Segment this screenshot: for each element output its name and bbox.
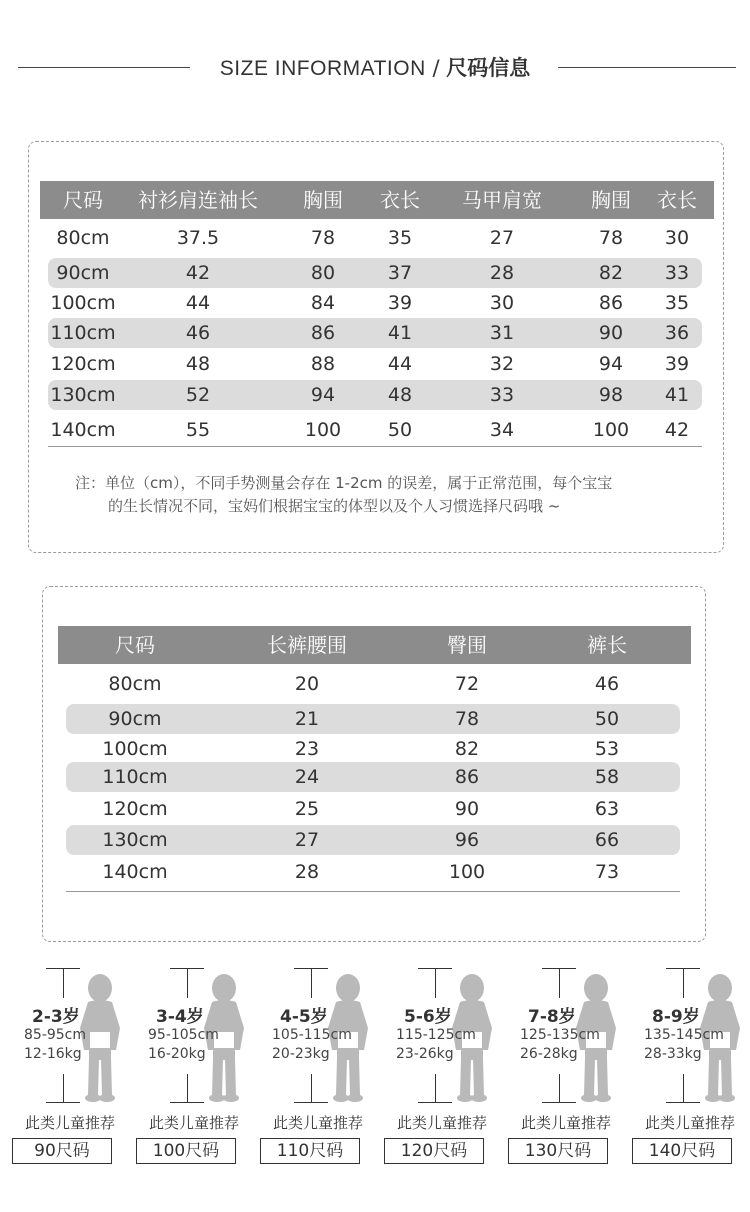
page-title	[0, 52, 750, 85]
table-cell: 82	[454, 738, 480, 760]
kid-size-card	[508, 968, 624, 1168]
table-row	[48, 380, 702, 410]
table-bottom-rule	[48, 446, 702, 447]
column-header: 衣长	[657, 188, 697, 212]
column-header: 胸围	[303, 188, 343, 212]
height-bottom-line	[683, 1074, 684, 1102]
table-cell: 100	[304, 419, 342, 441]
table-cell: 46	[185, 322, 211, 344]
table-cell: 30	[664, 227, 690, 249]
table-cell: 82	[598, 262, 624, 284]
column-header: 裤长	[587, 633, 627, 657]
kid-recommend-label: 此类儿童推荐	[148, 1114, 239, 1132]
kid-size-badge: 110尺码	[260, 1138, 360, 1164]
kid-size-card	[136, 968, 252, 1168]
table-cell: 88	[310, 353, 336, 375]
kid-size-badge: 140尺码	[632, 1138, 732, 1164]
table-cell: 28	[294, 861, 320, 883]
table-row	[66, 669, 680, 699]
column-header: 长裤腰围	[267, 633, 347, 657]
table-cell: 35	[387, 227, 413, 249]
table-header	[58, 626, 691, 664]
pants-size-table	[58, 626, 691, 896]
table-cell: 140cm	[102, 861, 168, 883]
table-cell: 28	[489, 262, 515, 284]
height-bottom-tick	[542, 1102, 576, 1103]
column-header: 马甲肩宽	[462, 188, 542, 212]
kid-size-badge: 100尺码	[136, 1138, 236, 1164]
kid-recommend-label: 此类儿童推荐	[396, 1114, 487, 1132]
kid-age: 4-5岁	[280, 1007, 328, 1027]
table-row	[48, 223, 702, 253]
table-cell: 48	[185, 353, 211, 375]
kid-size-badge: 90尺码	[12, 1138, 112, 1164]
height-bottom-tick	[294, 1102, 328, 1103]
kid-recommend-label: 此类儿童推荐	[272, 1114, 363, 1132]
table-cell: 34	[489, 419, 515, 441]
table-cell: 80cm	[108, 673, 162, 695]
kid-recommend-label: 此类儿童推荐	[520, 1114, 611, 1132]
table-cell: 90cm	[108, 708, 162, 730]
table-row	[66, 857, 680, 887]
note-line-1: 注：单位（cm），不同手势测量会存在 1-2cm 的误差，属于正常范围，每个宝宝	[75, 474, 613, 492]
table-cell: 35	[664, 292, 690, 314]
table-row	[48, 288, 702, 318]
table-cell: 44	[387, 353, 413, 375]
kid-weight: 23-26kg	[396, 1046, 454, 1062]
table-cell: 52	[185, 384, 211, 406]
table-cell: 42	[185, 262, 211, 284]
title-slash: /	[432, 56, 440, 80]
table-cell: 39	[387, 292, 413, 314]
height-top-line	[187, 968, 188, 998]
kid-weight: 28-33kg	[644, 1046, 702, 1062]
height-top-line	[435, 968, 436, 998]
table-row	[48, 318, 702, 348]
table-cell: 86	[310, 322, 336, 344]
table-row	[48, 415, 702, 445]
kid-size-card	[384, 968, 500, 1168]
table-cell: 33	[489, 384, 515, 406]
table-cell: 96	[454, 829, 480, 851]
table-cell: 23	[294, 738, 320, 760]
table-cell: 130cm	[102, 829, 168, 851]
column-header: 尺码	[63, 188, 103, 212]
height-top-line	[683, 968, 684, 998]
kid-weight: 12-16kg	[24, 1046, 82, 1062]
table-cell: 31	[489, 322, 515, 344]
kid-height: 85-95cm	[24, 1027, 87, 1043]
column-header: 臀围	[447, 633, 487, 657]
kid-age: 5-6岁	[404, 1007, 452, 1027]
title-zh: 尺码信息	[446, 56, 531, 80]
table-cell: 27	[294, 829, 320, 851]
kid-age: 2-3岁	[32, 1007, 80, 1027]
kid-size-card	[632, 968, 748, 1168]
kid-recommend-label: 此类儿童推荐	[24, 1114, 115, 1132]
kid-height: 105-115cm	[272, 1027, 352, 1043]
height-bottom-line	[435, 1074, 436, 1102]
column-header: 衣长	[380, 188, 420, 212]
height-bottom-line	[311, 1074, 312, 1102]
height-bottom-tick	[46, 1102, 80, 1103]
table-cell: 27	[489, 227, 515, 249]
table-cell: 50	[387, 419, 413, 441]
table-row	[66, 704, 680, 734]
table-cell: 120cm	[50, 353, 116, 375]
table-cell: 37	[387, 262, 413, 284]
table-cell: 44	[185, 292, 211, 314]
table-cell: 94	[598, 353, 624, 375]
table-cell: 90cm	[56, 262, 110, 284]
table-row	[48, 349, 702, 379]
table-cell: 33	[664, 262, 690, 284]
table-cell: 20	[294, 673, 320, 695]
height-top-line	[311, 968, 312, 998]
table-cell: 100	[592, 419, 630, 441]
table-header	[40, 181, 714, 219]
table-cell: 41	[664, 384, 690, 406]
table-cell: 90	[454, 798, 480, 820]
table-cell: 90	[598, 322, 624, 344]
table-row	[66, 794, 680, 824]
kid-height: 115-125cm	[396, 1027, 476, 1043]
table-cell: 140cm	[50, 419, 116, 441]
height-bottom-tick	[418, 1102, 452, 1103]
kid-height: 95-105cm	[148, 1027, 219, 1043]
table-cell: 100cm	[102, 738, 168, 760]
table-cell: 78	[310, 227, 336, 249]
height-bottom-line	[187, 1074, 188, 1102]
table-cell: 58	[594, 766, 620, 788]
section-header	[0, 52, 750, 84]
kid-age: 7-8岁	[528, 1007, 576, 1027]
kid-weight: 20-23kg	[272, 1046, 330, 1062]
kid-weight: 26-28kg	[520, 1046, 578, 1062]
table-cell: 73	[594, 861, 620, 883]
table-cell: 46	[594, 673, 620, 695]
title-en: SIZE INFORMATION	[219, 57, 426, 80]
table-cell: 78	[454, 708, 480, 730]
kid-weight: 16-20kg	[148, 1046, 206, 1062]
table-cell: 32	[489, 353, 515, 375]
table-cell: 55	[185, 419, 211, 441]
table-cell: 41	[387, 322, 413, 344]
table-cell: 63	[594, 798, 620, 820]
table-cell: 36	[664, 322, 690, 344]
table-cell: 66	[594, 829, 620, 851]
top-size-table	[40, 181, 714, 451]
kid-size-card	[260, 968, 376, 1168]
table-cell: 50	[594, 708, 620, 730]
column-header: 尺码	[115, 633, 155, 657]
table-cell: 86	[454, 766, 480, 788]
kid-age: 8-9岁	[652, 1007, 700, 1027]
table-cell: 80cm	[56, 227, 110, 249]
table-cell: 42	[664, 419, 690, 441]
note-line-2: 的生长情况不同，宝妈们根据宝宝的体型以及个人习惯选择尺码哦 ~	[108, 497, 561, 515]
table-cell: 72	[454, 673, 480, 695]
table-cell: 30	[489, 292, 515, 314]
kid-size-badge: 130尺码	[508, 1138, 608, 1164]
column-header: 胸围	[591, 188, 631, 212]
table-cell: 100	[448, 861, 486, 883]
table-row	[66, 734, 680, 764]
size-note	[75, 472, 612, 518]
kid-size-card	[12, 968, 128, 1168]
kid-size-badge: 120尺码	[384, 1138, 484, 1164]
table-cell: 130cm	[50, 384, 116, 406]
table-cell: 120cm	[102, 798, 168, 820]
height-top-line	[63, 968, 64, 998]
table-row	[66, 825, 680, 855]
table-cell: 25	[294, 798, 320, 820]
table-cell: 94	[310, 384, 336, 406]
table-row	[48, 258, 702, 288]
height-bottom-tick	[666, 1102, 700, 1103]
kid-height: 135-145cm	[644, 1027, 724, 1043]
table-cell: 37.5	[176, 227, 220, 249]
table-cell: 110cm	[50, 322, 116, 344]
table-bottom-rule	[66, 891, 680, 892]
kid-height: 125-135cm	[520, 1027, 600, 1043]
kid-recommend-label: 此类儿童推荐	[644, 1114, 735, 1132]
table-cell: 78	[598, 227, 624, 249]
table-cell: 110cm	[102, 766, 168, 788]
table-cell: 24	[294, 766, 320, 788]
height-top-line	[559, 968, 560, 998]
table-cell: 21	[294, 708, 320, 730]
height-bottom-tick	[170, 1102, 204, 1103]
kid-age: 3-4岁	[156, 1007, 204, 1027]
table-row	[66, 762, 680, 792]
table-cell: 39	[664, 353, 690, 375]
table-cell: 80	[310, 262, 336, 284]
table-cell: 53	[594, 738, 620, 760]
table-cell: 100cm	[50, 292, 116, 314]
table-cell: 48	[387, 384, 413, 406]
table-cell: 84	[310, 292, 336, 314]
table-cell: 98	[598, 384, 624, 406]
height-bottom-line	[559, 1074, 560, 1102]
table-cell: 86	[598, 292, 624, 314]
height-bottom-line	[63, 1074, 64, 1102]
column-header: 衬衫肩连袖长	[138, 188, 258, 212]
